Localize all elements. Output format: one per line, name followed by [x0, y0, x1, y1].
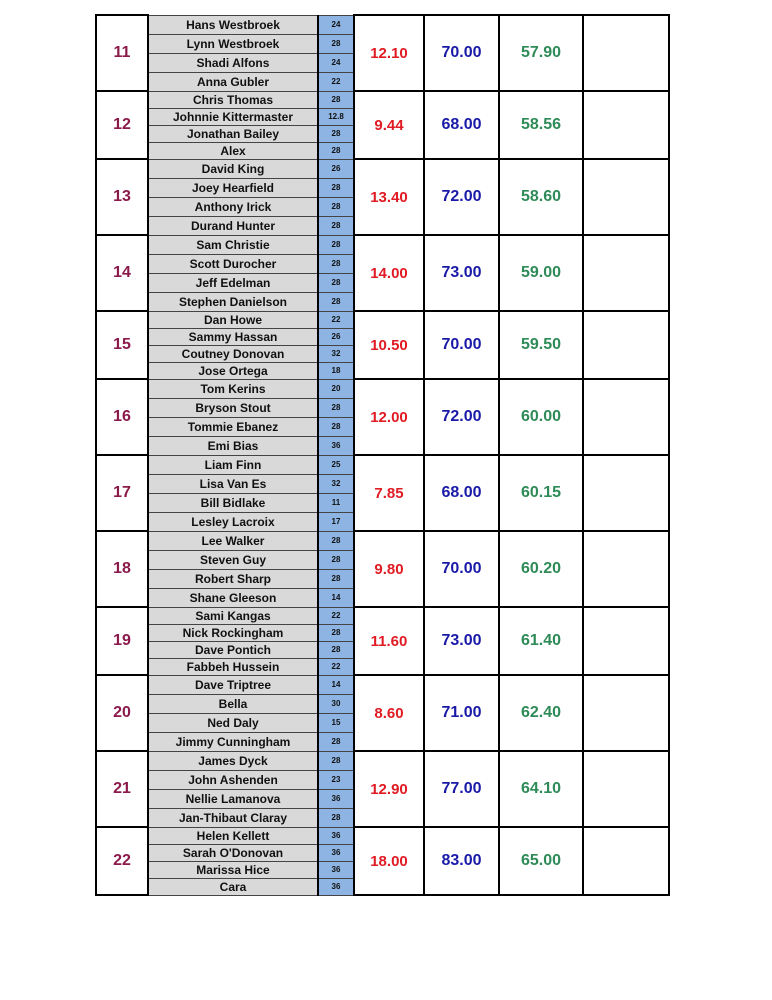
team-handicap: 11.60 [354, 607, 424, 675]
net-score: 57.90 [499, 15, 583, 91]
player-handicap: 22 [318, 72, 354, 91]
net-score: 62.40 [499, 675, 583, 751]
player-name: Sarah O'Donovan [148, 844, 318, 861]
player-handicap: 28 [318, 125, 354, 142]
empty-cell [583, 91, 669, 159]
player-row [96, 531, 669, 550]
net-score: 60.20 [499, 531, 583, 607]
team-number: 11 [96, 15, 148, 91]
player-name: Scott Durocher [148, 254, 318, 273]
player-name: Stephen Danielson [148, 292, 318, 311]
team-number: 17 [96, 455, 148, 531]
player-handicap: 28 [318, 178, 354, 197]
player-name: Cara [148, 878, 318, 895]
player-name: Coutney Donovan [148, 345, 318, 362]
player-row [96, 91, 669, 108]
player-handicap: 14 [318, 675, 354, 694]
player-handicap: 28 [318, 273, 354, 292]
player-handicap: 28 [318, 197, 354, 216]
gross-score: 72.00 [424, 159, 499, 235]
gross-score: 73.00 [424, 235, 499, 311]
net-score: 58.60 [499, 159, 583, 235]
player-row [96, 235, 669, 254]
team-handicap: 8.60 [354, 675, 424, 751]
player-name: Marissa Hice [148, 861, 318, 878]
player-handicap: 36 [318, 861, 354, 878]
team-number: 13 [96, 159, 148, 235]
player-handicap: 17 [318, 512, 354, 531]
player-handicap: 23 [318, 770, 354, 789]
empty-cell [583, 827, 669, 895]
net-score: 58.56 [499, 91, 583, 159]
gross-score: 83.00 [424, 827, 499, 895]
team-number: 14 [96, 235, 148, 311]
player-handicap: 28 [318, 34, 354, 53]
team-handicap: 14.00 [354, 235, 424, 311]
player-handicap: 28 [318, 808, 354, 827]
team-number: 12 [96, 91, 148, 159]
gross-score: 70.00 [424, 15, 499, 91]
player-handicap: 36 [318, 789, 354, 808]
player-row [96, 827, 669, 844]
empty-cell [583, 311, 669, 379]
player-handicap: 28 [318, 417, 354, 436]
player-handicap: 22 [318, 311, 354, 328]
table-body [96, 15, 669, 895]
player-row [96, 311, 669, 328]
empty-cell [583, 455, 669, 531]
player-handicap: 28 [318, 531, 354, 550]
player-name: John Ashenden [148, 770, 318, 789]
player-handicap: 18 [318, 362, 354, 379]
player-handicap: 28 [318, 751, 354, 770]
player-handicap: 28 [318, 142, 354, 159]
gross-score: 70.00 [424, 531, 499, 607]
player-handicap: 20 [318, 379, 354, 398]
team-handicap: 12.00 [354, 379, 424, 455]
player-name: Jose Ortega [148, 362, 318, 379]
player-name: Sami Kangas [148, 607, 318, 624]
player-handicap: 32 [318, 474, 354, 493]
player-name: Nellie Lamanova [148, 789, 318, 808]
empty-cell [583, 235, 669, 311]
empty-cell [583, 531, 669, 607]
player-name: Bella [148, 694, 318, 713]
player-handicap: 28 [318, 91, 354, 108]
empty-cell [583, 159, 669, 235]
team-handicap: 13.40 [354, 159, 424, 235]
player-name: Lynn Westbroek [148, 34, 318, 53]
player-name: Tommie Ebanez [148, 417, 318, 436]
team-handicap: 12.90 [354, 751, 424, 827]
player-handicap: 28 [318, 550, 354, 569]
player-name: Nick Rockingham [148, 624, 318, 641]
net-score: 59.50 [499, 311, 583, 379]
net-score: 59.00 [499, 235, 583, 311]
net-score: 65.00 [499, 827, 583, 895]
player-name: Joey Hearfield [148, 178, 318, 197]
player-row [96, 675, 669, 694]
player-name: Dave Pontich [148, 641, 318, 658]
player-handicap: 28 [318, 398, 354, 417]
team-number: 19 [96, 607, 148, 675]
player-name: Robert Sharp [148, 569, 318, 588]
net-score: 60.15 [499, 455, 583, 531]
player-name: Jeff Edelman [148, 273, 318, 292]
empty-cell [583, 379, 669, 455]
player-name: Johnnie Kittermaster [148, 108, 318, 125]
team-number: 16 [96, 379, 148, 455]
player-name: Dan Howe [148, 311, 318, 328]
player-name: Chris Thomas [148, 91, 318, 108]
empty-cell [583, 675, 669, 751]
player-name: Bill Bidlake [148, 493, 318, 512]
player-name: Sam Christie [148, 235, 318, 254]
player-row [96, 455, 669, 474]
player-handicap: 32 [318, 345, 354, 362]
player-name: Emi Bias [148, 436, 318, 455]
player-name: David King [148, 159, 318, 178]
player-name: Lee Walker [148, 531, 318, 550]
player-name: Shane Gleeson [148, 588, 318, 607]
gross-score: 77.00 [424, 751, 499, 827]
gross-score: 72.00 [424, 379, 499, 455]
player-name: Alex [148, 142, 318, 159]
player-name: Shadi Alfons [148, 53, 318, 72]
player-handicap: 24 [318, 53, 354, 72]
net-score: 60.00 [499, 379, 583, 455]
player-name: Anna Gubler [148, 72, 318, 91]
player-handicap: 28 [318, 292, 354, 311]
gross-score: 68.00 [424, 455, 499, 531]
player-name: Jan-Thibaut Claray [148, 808, 318, 827]
player-row [96, 751, 669, 770]
player-name: Liam Finn [148, 455, 318, 474]
team-handicap: 9.44 [354, 91, 424, 159]
player-name: Jonathan Bailey [148, 125, 318, 142]
player-handicap: 36 [318, 878, 354, 895]
empty-cell [583, 15, 669, 91]
net-score: 61.40 [499, 607, 583, 675]
player-handicap: 36 [318, 827, 354, 844]
player-handicap: 30 [318, 694, 354, 713]
player-name: Bryson Stout [148, 398, 318, 417]
player-handicap: 26 [318, 159, 354, 178]
player-handicap: 28 [318, 641, 354, 658]
team-handicap: 18.00 [354, 827, 424, 895]
player-name: Fabbeh Hussein [148, 658, 318, 675]
empty-cell [583, 751, 669, 827]
gross-score: 70.00 [424, 311, 499, 379]
player-name: Steven Guy [148, 550, 318, 569]
player-handicap: 28 [318, 235, 354, 254]
empty-cell [583, 607, 669, 675]
gross-score: 71.00 [424, 675, 499, 751]
team-number: 20 [96, 675, 148, 751]
player-handicap: 28 [318, 216, 354, 235]
player-name: Tom Kerins [148, 379, 318, 398]
player-name: Lisa Van Es [148, 474, 318, 493]
player-name: Jimmy Cunningham [148, 732, 318, 751]
player-handicap: 26 [318, 328, 354, 345]
player-handicap: 28 [318, 732, 354, 751]
team-handicap: 10.50 [354, 311, 424, 379]
player-row [96, 15, 669, 34]
player-handicap: 36 [318, 844, 354, 861]
gross-score: 68.00 [424, 91, 499, 159]
gross-score: 73.00 [424, 607, 499, 675]
results-table [95, 14, 670, 896]
player-handicap: 12.8 [318, 108, 354, 125]
player-name: Dave Triptree [148, 675, 318, 694]
player-name: James Dyck [148, 751, 318, 770]
team-number: 21 [96, 751, 148, 827]
player-handicap: 36 [318, 436, 354, 455]
player-handicap: 14 [318, 588, 354, 607]
team-number: 15 [96, 311, 148, 379]
player-handicap: 28 [318, 254, 354, 273]
team-number: 22 [96, 827, 148, 895]
team-handicap: 9.80 [354, 531, 424, 607]
player-name: Ned Daly [148, 713, 318, 732]
player-handicap: 22 [318, 607, 354, 624]
player-handicap: 22 [318, 658, 354, 675]
player-row [96, 159, 669, 178]
team-handicap: 7.85 [354, 455, 424, 531]
player-name: Lesley Lacroix [148, 512, 318, 531]
player-row [96, 379, 669, 398]
player-name: Hans Westbroek [148, 15, 318, 34]
player-handicap: 15 [318, 713, 354, 732]
player-name: Sammy Hassan [148, 328, 318, 345]
player-handicap: 24 [318, 15, 354, 34]
player-handicap: 11 [318, 493, 354, 512]
player-name: Durand Hunter [148, 216, 318, 235]
player-name: Anthony Irick [148, 197, 318, 216]
player-handicap: 28 [318, 569, 354, 588]
net-score: 64.10 [499, 751, 583, 827]
player-handicap: 25 [318, 455, 354, 474]
team-number: 18 [96, 531, 148, 607]
player-handicap: 28 [318, 624, 354, 641]
player-row [96, 607, 669, 624]
player-name: Helen Kellett [148, 827, 318, 844]
team-handicap: 12.10 [354, 15, 424, 91]
